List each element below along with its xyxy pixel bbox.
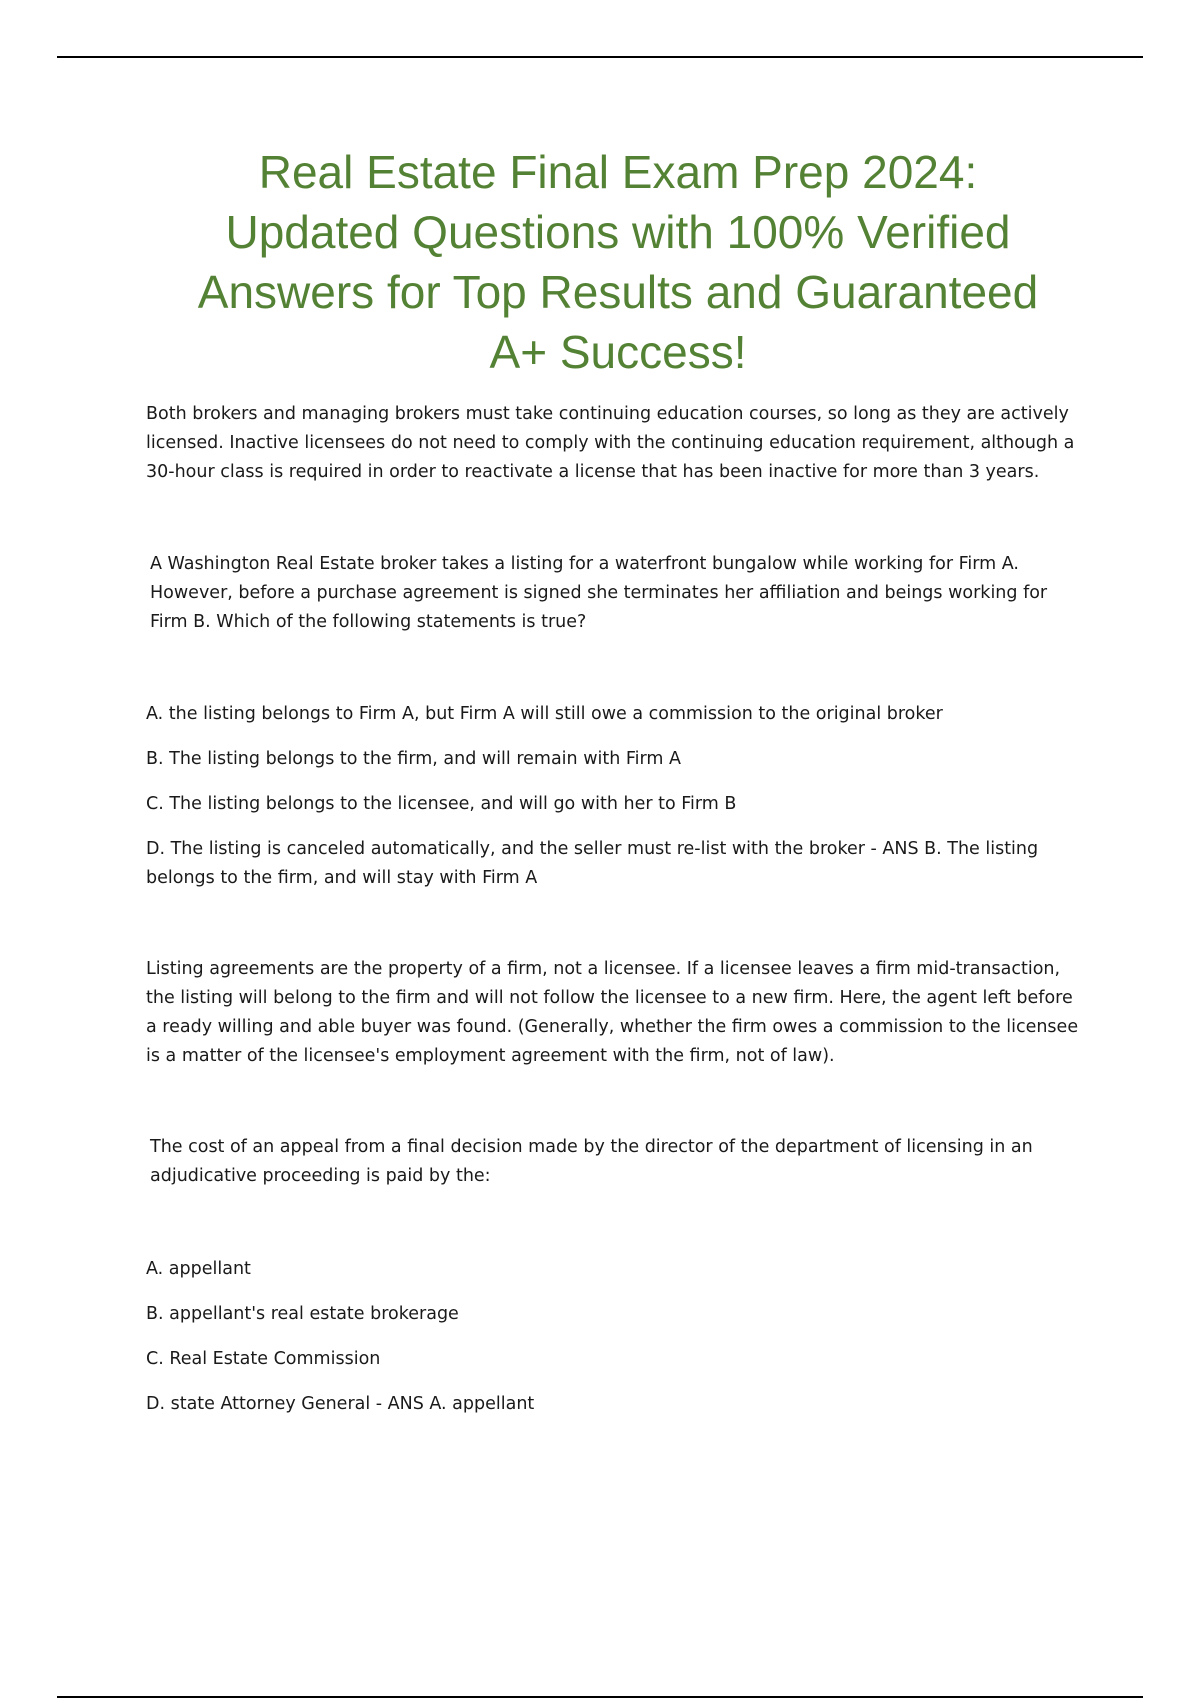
title-line: Answers for Top Results and Guaranteed <box>197 266 1039 318</box>
question-2-option-c: C. Real Estate Commission <box>146 1349 381 1369</box>
document-title <box>100 142 1136 382</box>
question-2-option-a: A. appellant <box>146 1259 251 1279</box>
question-2: The cost of an appeal from a final decision made by the director of the department of licensing in an adjudicative proceeding is paid by the: <box>150 1137 1033 1186</box>
title-line: Updated Questions with 100% Verified <box>225 206 1011 258</box>
title-line: Real Estate Final Exam Prep 2024: <box>258 146 978 198</box>
top-rule <box>57 56 1143 58</box>
question-2-option-d-answer: D. state Attorney General - ANS A. appellant <box>146 1394 535 1414</box>
bottom-rule <box>57 1696 1143 1698</box>
question-1-option-c: C. The listing belongs to the licensee, and will go with her to Firm B <box>146 794 737 814</box>
question-1-option-a: A. the listing belongs to Firm A, but Firm A will still owe a commission to the original broker <box>146 704 943 724</box>
question-2-option-b: B. appellant's real estate brokerage <box>146 1304 459 1324</box>
question-1-option-d-answer: D. The listing is canceled automatically, and the seller must re-list with the broker - ANS B. The listing belongs to the firm, and will stay with Firm A <box>146 839 1039 888</box>
question-1-option-b: B. The listing belongs to the firm, and will remain with Firm A <box>146 749 682 769</box>
paragraph-continuing-education: Both brokers and managing brokers must take continuing education courses, so long as they are actively licensed. Inactive licensees do not need to comply with the continuing education requirement, although a 30-hour class is required in order to reactivate a license that has been inactive for more than 3 years. <box>146 404 1075 482</box>
title-line: A+ Success! <box>489 326 747 378</box>
paragraph-listing-explanation: Listing agreements are the property of a firm, not a licensee. If a licensee leaves a firm mid-transaction, the listing will belong to the firm and will not follow the licensee to a new firm. Here, the agent left before a ready willing and able buyer was found. (Generally, whether the firm owes a commission to the licensee is a matter of the licensee's employment agreement with the firm, not of law). <box>146 959 1079 1066</box>
question-1: A Washington Real Estate broker takes a listing for a waterfront bungalow while working for Firm A. However, before a purchase agreement is signed she terminates her affiliation and beings working for Firm B. Which of the following statements is true? <box>150 554 1048 632</box>
